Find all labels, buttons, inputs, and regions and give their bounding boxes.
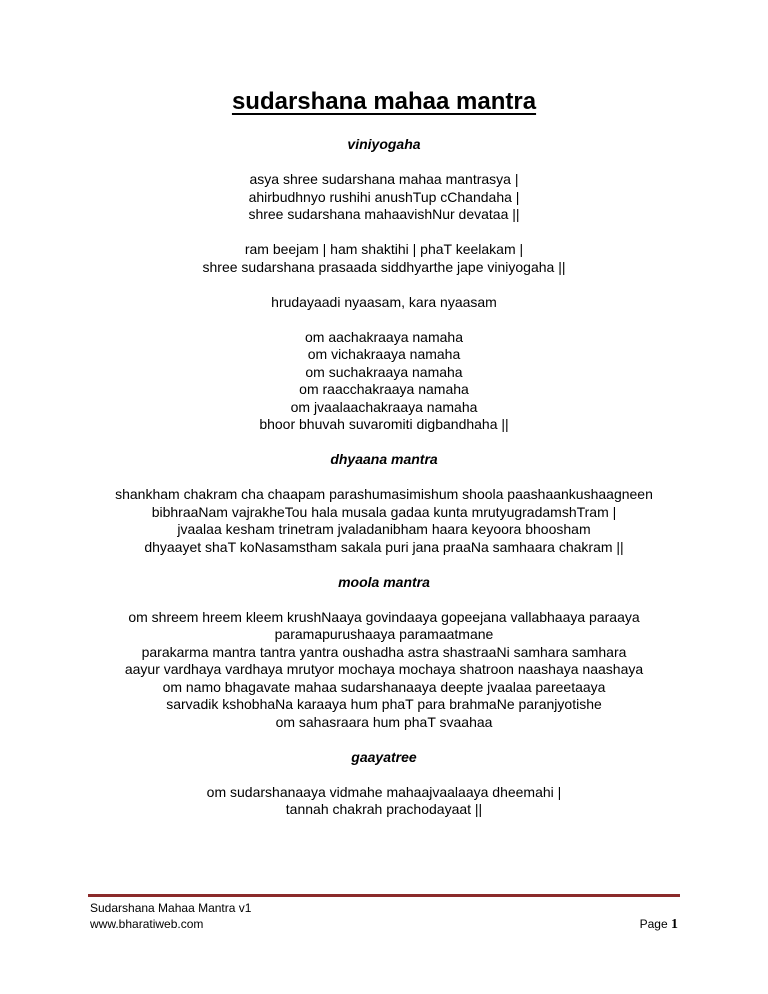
verse-line: om shreem hreem kleem krushNaaya govindaaya gopeejana vallabhaaya paraaya bbox=[128, 608, 640, 625]
verse-line: om vichakraaya namaha bbox=[307, 346, 461, 362]
verse-line: parakarma mantra tantra yantra oushadha astra shastraaNi samhara samhara bbox=[141, 643, 627, 660]
spacer bbox=[0, 276, 768, 294]
section bbox=[0, 136, 768, 451]
section bbox=[0, 451, 768, 574]
spacer bbox=[0, 434, 768, 452]
spacer bbox=[0, 766, 768, 784]
footer-page-label: Page bbox=[639, 917, 668, 931]
footer-doc-title: Sudarshana Mahaa Mantra v1 bbox=[90, 901, 252, 915]
footer-website: www.bharatiweb.com bbox=[90, 917, 204, 931]
verse-line: hrudayaadi nyaasam, kara nyaasam bbox=[271, 293, 497, 310]
verse-line: shree sudarshana prasaada siddhyarthe jape viniyogaha || bbox=[202, 258, 566, 275]
verse-group bbox=[0, 609, 768, 732]
verse-line: om aachakraaya namaha bbox=[305, 328, 463, 345]
footer-divider bbox=[88, 894, 680, 897]
verse-line: om sudarshanaaya vidmahe mahaajvaalaaya dheemahi | bbox=[206, 783, 562, 800]
verse-line: sarvadik kshobhaNa karaaya hum phaT para brahmaNe paranjyotishe bbox=[166, 696, 602, 712]
verse-group bbox=[0, 486, 768, 556]
verse-line: ram beejam | ham shaktihi | phaT keelakam | bbox=[244, 241, 524, 257]
verse-line: om suchakraaya namaha bbox=[305, 363, 463, 380]
spacer bbox=[0, 311, 768, 329]
section bbox=[0, 574, 768, 749]
verse-line: shree sudarshana mahaavishNur devataa || bbox=[248, 206, 520, 222]
verse-line: jvaalaa kesham trinetram jvaladanibham haara keyoora bhoosham bbox=[177, 521, 591, 537]
footer-page-indicator bbox=[640, 916, 678, 933]
verse-line: ahirbudhnyo rushihi anushTup cChandaha | bbox=[248, 188, 520, 205]
spacer bbox=[0, 731, 768, 749]
section-heading: gaayatree bbox=[351, 748, 417, 765]
page-title: sudarshana mahaa mantra bbox=[231, 88, 537, 115]
verse-line: om namo bhagavate mahaa sudarshanaaya deepte jvaalaa pareetaaya bbox=[162, 678, 606, 695]
verse-group bbox=[0, 241, 768, 276]
section-heading: viniyogaha bbox=[347, 136, 421, 152]
verse-group bbox=[0, 329, 768, 434]
spacer bbox=[0, 591, 768, 609]
verse-line: paramapurushaaya paramaatmane bbox=[274, 626, 494, 642]
spacer bbox=[0, 154, 768, 172]
spacer bbox=[0, 469, 768, 487]
verse-line: om jvaalaachakraaya namaha bbox=[290, 398, 478, 415]
verse-group bbox=[0, 294, 768, 312]
verse-line: om sahasraara hum phaT svaahaa bbox=[275, 713, 493, 730]
section-heading: dhyaana mantra bbox=[330, 451, 438, 467]
mantra-content bbox=[0, 136, 768, 836]
verse-line: bibhraaNam vajrakheTou hala musala gadaa kunta mrutyugradamshTram | bbox=[151, 503, 617, 520]
verse-line: om raacchakraaya namaha bbox=[299, 381, 469, 397]
verse-group bbox=[0, 171, 768, 224]
section bbox=[0, 749, 768, 837]
footer-left bbox=[90, 900, 251, 932]
footer-page-number: 1 bbox=[671, 917, 678, 932]
verse-line: dhyaayet shaT koNasamstham sakala puri jana praaNa samhaara chakram || bbox=[144, 538, 624, 555]
verse-line: bhoor bhuvah suvaromiti digbandhaha || bbox=[259, 416, 509, 432]
verse-line: asya shree sudarshana mahaa mantrasya | bbox=[249, 171, 519, 187]
verse-line: tannah chakrah prachodayaat || bbox=[285, 801, 483, 817]
section-heading: moola mantra bbox=[338, 573, 430, 590]
verse-group bbox=[0, 784, 768, 819]
verse-line: shankham chakram cha chaapam parashumasimishum shoola paashaankushaagneen bbox=[115, 486, 653, 502]
spacer bbox=[0, 819, 768, 837]
verse-line: aayur vardhaya vardhaya mrutyor mochaya mochaya shatroon naashaya naashaya bbox=[124, 661, 644, 677]
spacer bbox=[0, 224, 768, 242]
spacer bbox=[0, 556, 768, 574]
